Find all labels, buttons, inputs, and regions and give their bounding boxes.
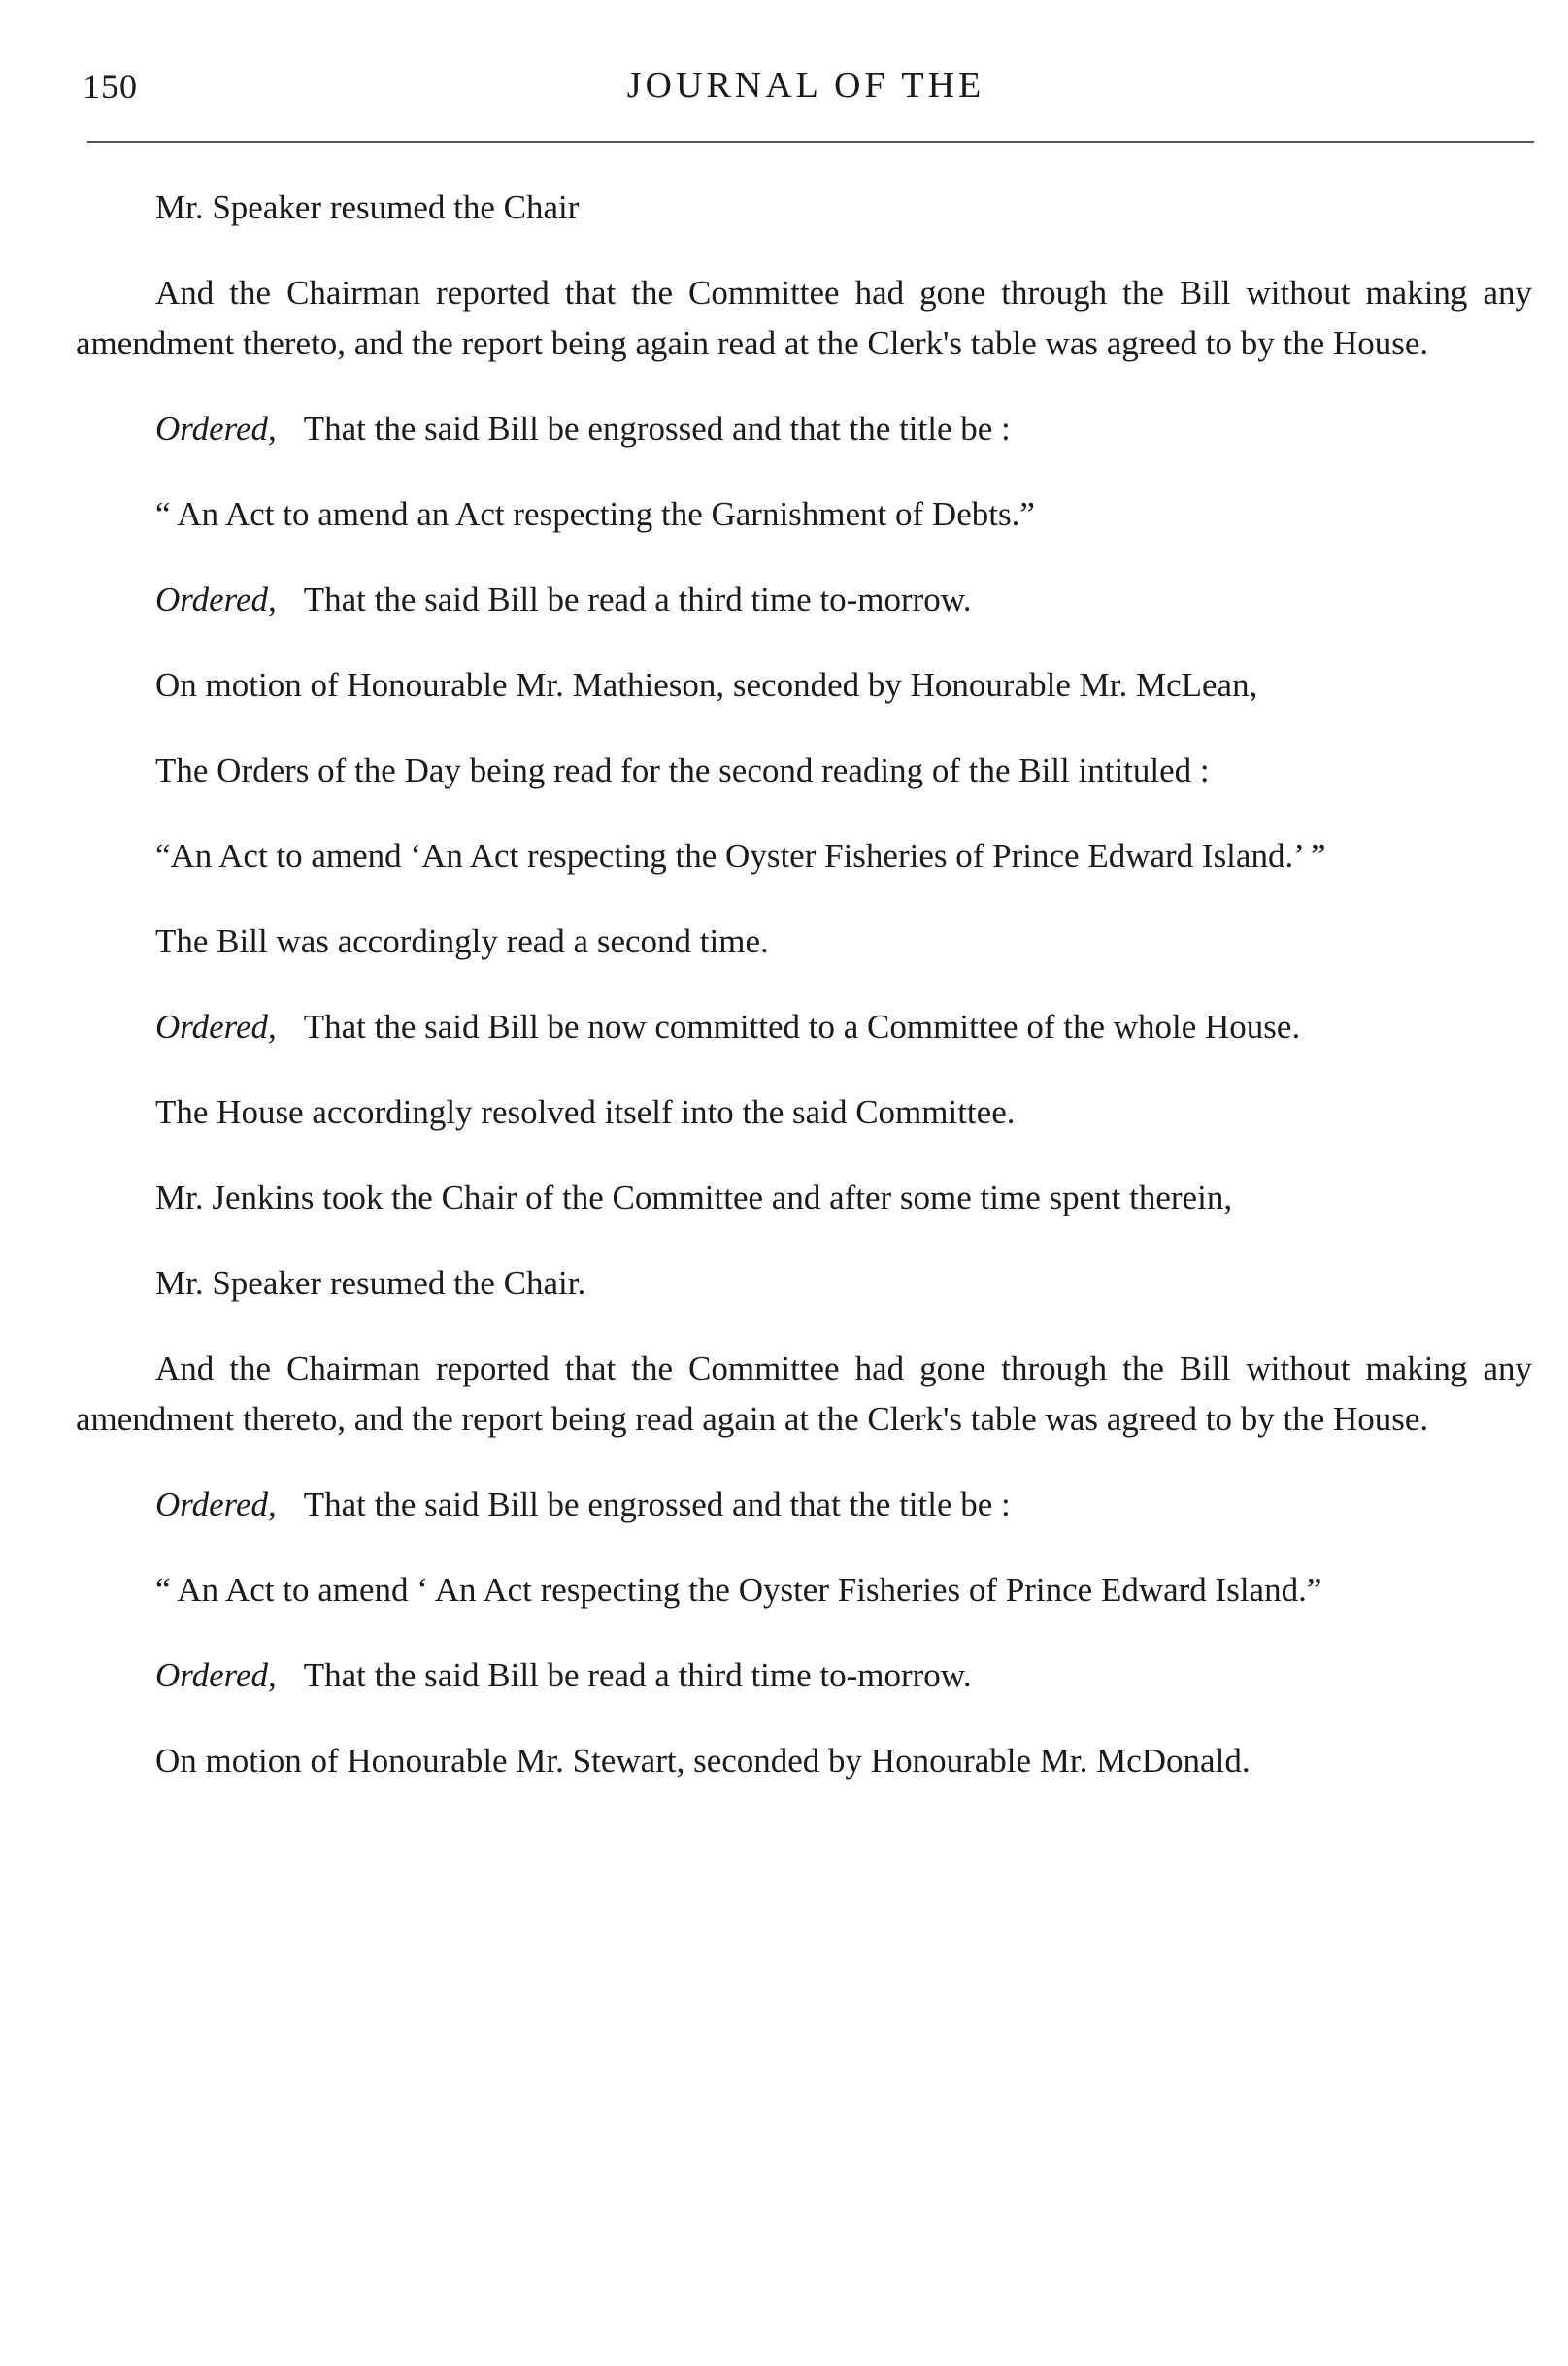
ordered-label: Ordered, <box>155 410 277 448</box>
paragraph-text: Mr. Speaker resumed the Chair. <box>155 1264 586 1302</box>
paragraph-bill-title <box>76 831 1532 882</box>
paragraph-chairman-report <box>76 1344 1532 1445</box>
paragraph-chairman-report <box>76 268 1532 369</box>
paragraph-jenkins-chair <box>76 1173 1532 1223</box>
ordered-label: Ordered, <box>155 1008 277 1046</box>
paragraph-text: That the said Bill be engrossed and that the title be : <box>303 1485 1011 1523</box>
paragraph-text: And the Chairman reported that the Committee had gone through the Bill without making any amendment thereto, and the report being again read at the Clerk's table was agreed to by the House. <box>76 274 1532 362</box>
journal-body <box>76 183 1532 1821</box>
paragraph-text: “An Act to amend ‘An Act respecting the Oyster Fisheries of Prince Edward Island.’ ” <box>155 837 1326 875</box>
ordered-label: Ordered, <box>155 1656 277 1694</box>
paragraph-house-resolved <box>76 1087 1532 1138</box>
paragraph-text: Mr. Jenkins took the Chair of the Committee and after some time spent therein, <box>155 1179 1233 1216</box>
paragraph-text: “ An Act to amend an Act respecting the Garnishment of Debts.” <box>155 495 1035 533</box>
paragraph-text: On motion of Honourable Mr. Mathieson, seconded by Honourable Mr. McLean, <box>155 666 1258 704</box>
running-head: JOURNAL OF THE <box>626 65 985 106</box>
paragraph-bill-title <box>76 489 1532 540</box>
paragraph-motion <box>76 660 1532 711</box>
page-header <box>83 58 1529 117</box>
paragraph-text: That the said Bill be read a third time to-morrow. <box>303 1656 972 1694</box>
paragraph-text: That the said Bill be read a third time to-morrow. <box>303 581 972 618</box>
paragraph-text: The Bill was accordingly read a second time. <box>155 922 769 960</box>
paragraph-text: The House accordingly resolved itself into the said Committee. <box>155 1093 1016 1131</box>
paragraph-second-reading <box>76 916 1532 967</box>
paragraph-text: That the said Bill be now committed to a Committee of the whole House. <box>303 1008 1301 1046</box>
page-number: 150 <box>83 67 138 106</box>
paragraph-motion <box>76 1736 1532 1786</box>
paragraph-text: That the said Bill be engrossed and that the title be : <box>303 410 1011 448</box>
paragraph-text: “ An Act to amend ‘ An Act respecting the Oyster Fisheries of Prince Edward Island.” <box>155 1571 1322 1609</box>
ordered-label: Ordered, <box>155 581 277 618</box>
paragraph-ordered-committed <box>76 1002 1532 1052</box>
header-rule <box>87 141 1534 143</box>
paragraph-bill-title <box>76 1565 1532 1616</box>
paragraph-ordered-third-reading <box>76 1650 1532 1701</box>
paragraph-ordered-third-reading <box>76 575 1532 625</box>
paragraph-ordered-engrossed <box>76 404 1532 454</box>
paragraph-text: The Orders of the Day being read for the second reading of the Bill intituled : <box>155 751 1210 789</box>
paragraph-speaker-resumed <box>76 183 1532 233</box>
paragraph-ordered-engrossed <box>76 1480 1532 1530</box>
paragraph-text: Mr. Speaker resumed the Chair <box>155 188 580 226</box>
paragraph-text: On motion of Honourable Mr. Stewart, seconded by Honourable Mr. McDonald. <box>155 1742 1251 1780</box>
paragraph-text: And the Chairman reported that the Committee had gone through the Bill without making any amendment thereto, and the report being read again at the Clerk's table was agreed to by the House. <box>76 1350 1532 1438</box>
ordered-label: Ordered, <box>155 1485 277 1523</box>
paragraph-speaker-resumed <box>76 1258 1532 1309</box>
paragraph-orders-of-day <box>76 746 1532 796</box>
